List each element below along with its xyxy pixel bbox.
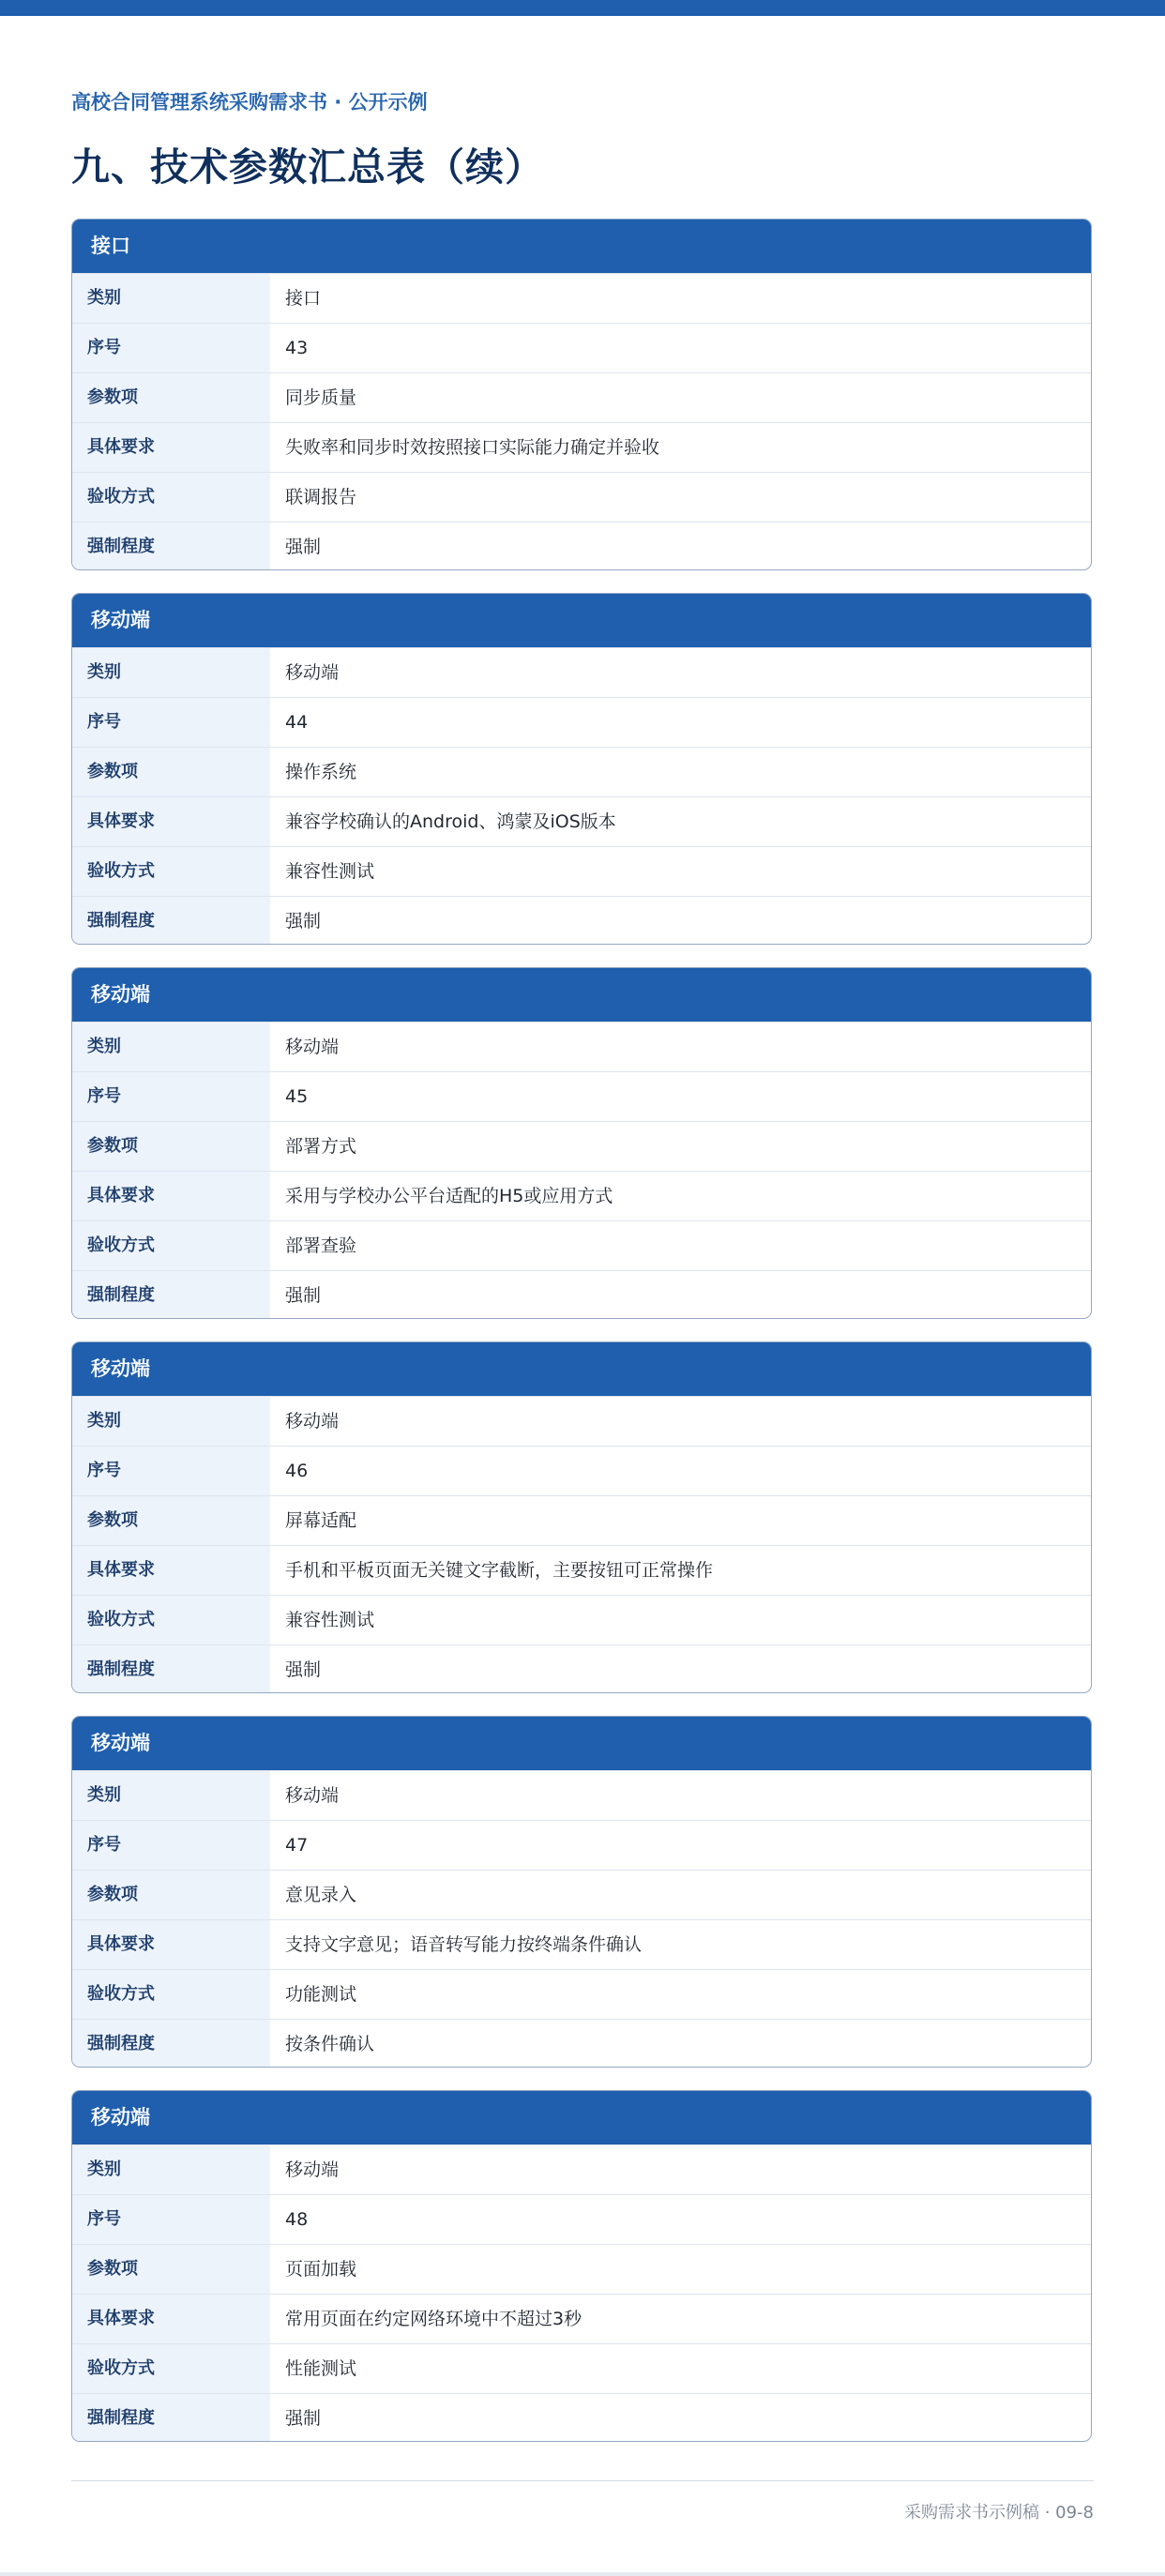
row-value: 性能测试 xyxy=(285,2358,357,2379)
row-label: 验收方式 xyxy=(72,473,270,522)
row-value: 45 xyxy=(285,1086,309,1107)
row-value: 部署查验 xyxy=(285,1235,357,1256)
row-label: 强制程度 xyxy=(72,2394,270,2442)
row-label: 强制程度 xyxy=(72,1645,270,1693)
row-label: 强制程度 xyxy=(72,2020,270,2068)
row-mandatory xyxy=(72,2393,1091,2442)
row-label: 序号 xyxy=(72,324,270,372)
row-category xyxy=(72,647,1091,697)
row-param xyxy=(72,1870,1091,1919)
row-label: 验收方式 xyxy=(72,1970,270,2019)
param-card xyxy=(71,967,1092,1319)
row-acceptance xyxy=(72,1969,1091,2019)
document-subtitle: 高校合同管理系统采购需求书 · 公开示例 xyxy=(71,91,428,114)
row-seq xyxy=(72,697,1091,747)
row-value: 48 xyxy=(285,2209,309,2230)
row-category xyxy=(72,2144,1091,2194)
row-seq xyxy=(72,2194,1091,2244)
row-value: 手机和平板页面无关键文字截断，主要按钮可正常操作 xyxy=(285,1560,714,1581)
row-label: 参数项 xyxy=(72,1122,270,1171)
card-header: 移动端 xyxy=(72,1717,1091,1770)
row-mandatory xyxy=(72,2019,1091,2068)
row-value: 强制 xyxy=(285,1659,322,1680)
row-value: 移动端 xyxy=(285,2159,340,2180)
row-requirement xyxy=(72,1171,1091,1220)
row-seq xyxy=(72,1446,1091,1495)
row-value: 46 xyxy=(285,1461,309,1481)
row-param xyxy=(72,1495,1091,1545)
row-mandatory xyxy=(72,522,1091,570)
row-seq xyxy=(72,1071,1091,1121)
row-category xyxy=(72,1396,1091,1446)
row-label: 验收方式 xyxy=(72,1221,270,1270)
row-acceptance xyxy=(72,846,1091,896)
row-label: 序号 xyxy=(72,1447,270,1495)
row-param xyxy=(72,2244,1091,2294)
row-mandatory xyxy=(72,1644,1091,1693)
param-card xyxy=(71,1716,1092,2068)
row-label: 参数项 xyxy=(72,1496,270,1545)
row-label: 强制程度 xyxy=(72,523,270,570)
row-value: 功能测试 xyxy=(285,1984,357,2005)
row-value: 常用页面在约定网络环境中不超过3秒 xyxy=(285,2309,582,2329)
row-acceptance xyxy=(72,2343,1091,2393)
row-value: 失败率和同步时效按照接口实际能力确定并验收 xyxy=(285,437,660,458)
row-label: 序号 xyxy=(72,1072,270,1121)
row-label: 类别 xyxy=(72,648,270,697)
row-label: 强制程度 xyxy=(72,897,270,945)
row-category xyxy=(72,273,1091,323)
row-value: 部署方式 xyxy=(285,1136,357,1157)
row-mandatory xyxy=(72,1270,1091,1319)
row-label: 具体要求 xyxy=(72,1920,270,1969)
row-label: 参数项 xyxy=(72,373,270,422)
param-card xyxy=(71,1341,1092,1693)
row-label: 类别 xyxy=(72,2145,270,2194)
row-label: 序号 xyxy=(72,1821,270,1870)
row-param xyxy=(72,747,1091,796)
row-seq xyxy=(72,323,1091,372)
row-label: 参数项 xyxy=(72,1871,270,1919)
row-param xyxy=(72,372,1091,422)
row-label: 参数项 xyxy=(72,2245,270,2294)
row-label: 强制程度 xyxy=(72,1271,270,1319)
row-value: 43 xyxy=(285,338,309,358)
row-label: 具体要求 xyxy=(72,1172,270,1220)
row-label: 具体要求 xyxy=(72,2295,270,2343)
row-category xyxy=(72,1022,1091,1071)
row-value: 47 xyxy=(285,1835,309,1856)
row-label: 类别 xyxy=(72,1023,270,1071)
row-value: 意见录入 xyxy=(285,1885,357,1905)
page-title: 九、技术参数汇总表（续） xyxy=(71,144,544,189)
row-acceptance xyxy=(72,472,1091,522)
row-value: 联调报告 xyxy=(285,487,357,508)
row-label: 具体要求 xyxy=(72,797,270,846)
row-requirement xyxy=(72,422,1091,472)
row-value: 页面加载 xyxy=(285,2259,357,2280)
row-value: 按条件确认 xyxy=(285,2034,375,2054)
row-label: 验收方式 xyxy=(72,2344,270,2393)
row-mandatory xyxy=(72,896,1091,945)
row-label: 类别 xyxy=(72,274,270,323)
row-acceptance xyxy=(72,1220,1091,1270)
row-label: 类别 xyxy=(72,1397,270,1446)
bottom-edge-bar xyxy=(0,2572,1165,2576)
row-label: 序号 xyxy=(72,698,270,747)
row-category xyxy=(72,1770,1091,1820)
row-seq xyxy=(72,1820,1091,1870)
row-value: 强制 xyxy=(285,1285,322,1306)
row-value: 强制 xyxy=(285,537,322,557)
row-value: 兼容性测试 xyxy=(285,1610,375,1630)
row-label: 具体要求 xyxy=(72,1546,270,1595)
card-header: 移动端 xyxy=(72,594,1091,647)
row-label: 参数项 xyxy=(72,748,270,796)
row-value: 接口 xyxy=(285,288,322,309)
row-value: 屏幕适配 xyxy=(285,1510,357,1531)
row-value: 同步质量 xyxy=(285,387,357,408)
row-value: 移动端 xyxy=(285,1411,340,1432)
footer-page-label: 采购需求书示例稿 · 09-8 xyxy=(903,2503,1094,2523)
row-value: 强制 xyxy=(285,911,322,932)
row-param xyxy=(72,1121,1091,1171)
footer-divider xyxy=(71,2480,1094,2481)
row-label: 类别 xyxy=(72,1771,270,1820)
row-requirement xyxy=(72,2294,1091,2343)
row-value: 移动端 xyxy=(285,1785,340,1806)
param-card-list xyxy=(71,219,1094,2464)
row-requirement xyxy=(72,1545,1091,1595)
row-label: 序号 xyxy=(72,2195,270,2244)
row-value: 强制 xyxy=(285,2408,322,2429)
card-header: 移动端 xyxy=(72,2091,1091,2144)
param-card xyxy=(71,219,1092,570)
row-label: 具体要求 xyxy=(72,423,270,472)
row-value: 兼容学校确认的Android、鸿蒙及iOS版本 xyxy=(285,811,616,832)
card-header: 接口 xyxy=(72,220,1091,273)
card-header: 移动端 xyxy=(72,1342,1091,1396)
row-label: 验收方式 xyxy=(72,1596,270,1644)
row-acceptance xyxy=(72,1595,1091,1644)
param-card xyxy=(71,2090,1092,2442)
top-accent-bar xyxy=(0,0,1165,16)
row-value: 移动端 xyxy=(285,1037,340,1057)
row-value: 移动端 xyxy=(285,662,340,683)
row-value: 44 xyxy=(285,712,309,733)
row-value: 兼容性测试 xyxy=(285,861,375,882)
row-value: 操作系统 xyxy=(285,762,357,782)
row-value: 支持文字意见；语音转写能力按终端条件确认 xyxy=(285,1934,643,1955)
card-header: 移动端 xyxy=(72,968,1091,1022)
row-value: 采用与学校办公平台适配的H5或应用方式 xyxy=(285,1186,613,1206)
row-label: 验收方式 xyxy=(72,847,270,896)
row-requirement xyxy=(72,796,1091,846)
param-card xyxy=(71,593,1092,945)
row-requirement xyxy=(72,1919,1091,1969)
